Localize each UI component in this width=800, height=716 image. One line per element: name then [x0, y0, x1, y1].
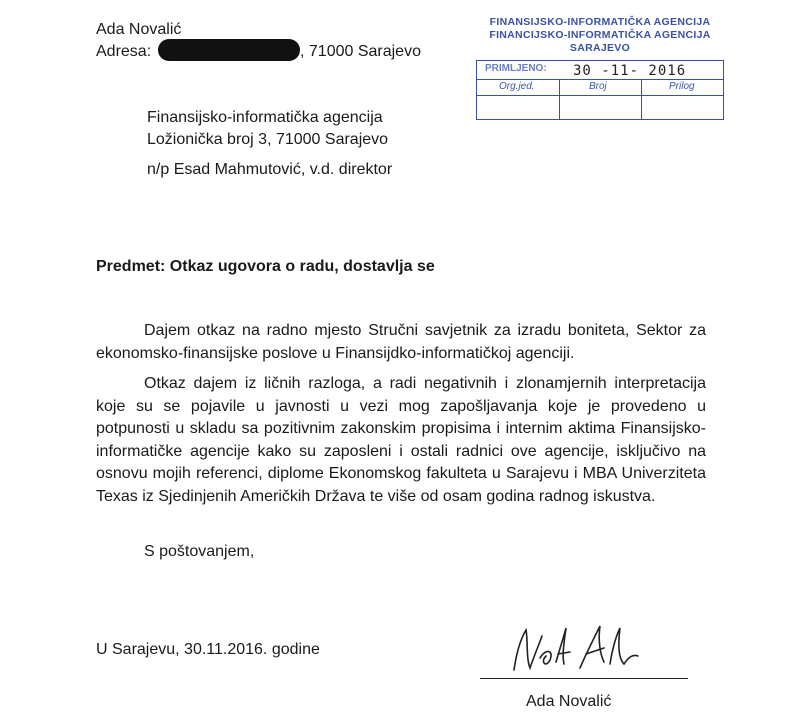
stamp-received-row [477, 61, 723, 80]
place-date: U Sarajevu, 30.11.2016. godine [96, 641, 320, 658]
stamp-col-org: Org.jed. [499, 81, 535, 92]
stamp-received-label: PRIMLJENO: [485, 63, 547, 74]
body-line: potpunosti u skladu sa pozitivnim zakonskim propisima i internim aktima Finansijsko- [96, 420, 706, 437]
body-line: Texas iz Sjedinjenih Američkih Država te više od osam godina radnog iskustva. [96, 487, 656, 505]
signature-name: Ada Novalić [526, 693, 612, 710]
stamp-col-divider [559, 80, 560, 120]
received-stamp [474, 14, 726, 124]
stamp-date: 30 -11- 2016 [573, 63, 687, 79]
stamp-line-3: SARAJEVO [569, 42, 631, 54]
body-paragraph-1 [96, 320, 706, 365]
stamp-columns-row [477, 80, 723, 96]
sender-name: Ada Novalić [96, 21, 182, 38]
sender-address-label: Adresa: [96, 43, 152, 60]
body-line: Otkaz dajem iz ličnih razloga, a radi negativnih i zlonamjernih interpretacija [144, 375, 706, 392]
stamp-line-1: FINANSIJSKO-INFORMATIČKA AGENCIJA [489, 16, 711, 28]
body-paragraph-2 [96, 373, 706, 508]
stamp-line-2: FINANCIJSKO-INFORMATIČKA AGENCIJA [489, 29, 711, 41]
signature-line [480, 678, 688, 679]
body-line: ekonomsko-finansijske poslove u Finansijdko-informatičkoj agenciji. [96, 344, 575, 362]
redacted-address [158, 39, 300, 61]
body-line: osnovu mojih referenci, diplome Ekonomskog fakulteta u Sarajevu i MBA Univerziteta [96, 465, 706, 482]
closing: S poštovanjem, [144, 543, 255, 560]
body-line: Dajem otkaz na radno mjesto Stručni savjetnik za izradu boniteta, Sektor za [144, 322, 706, 339]
stamp-box [476, 60, 724, 120]
recipient-org: Finansijsko-informatička agencija [147, 109, 383, 126]
subject-line: Predmet: Otkaz ugovora o radu, dostavlja se [96, 258, 435, 275]
stamp-col-divider [641, 80, 642, 120]
recipient-street: Ložionička broj 3, 71000 Sarajevo [147, 131, 389, 148]
sender-address-city: , 71000 Sarajevo [300, 43, 421, 60]
body-line: koje su se pojavile u javnosti u vezi mog zapošljavanja koje je provedeno u [96, 397, 706, 415]
handwritten-signature [500, 618, 650, 682]
recipient-attention: n/p Esad Mahmutović, v.d. direktor [147, 161, 393, 178]
body-line: informatičke agencije kako su zaposleni i ostali radnici ove agencije, isključivo na [96, 442, 706, 460]
stamp-col-broj: Broj [589, 81, 607, 92]
stamp-col-prilog: Prilog [669, 81, 695, 92]
